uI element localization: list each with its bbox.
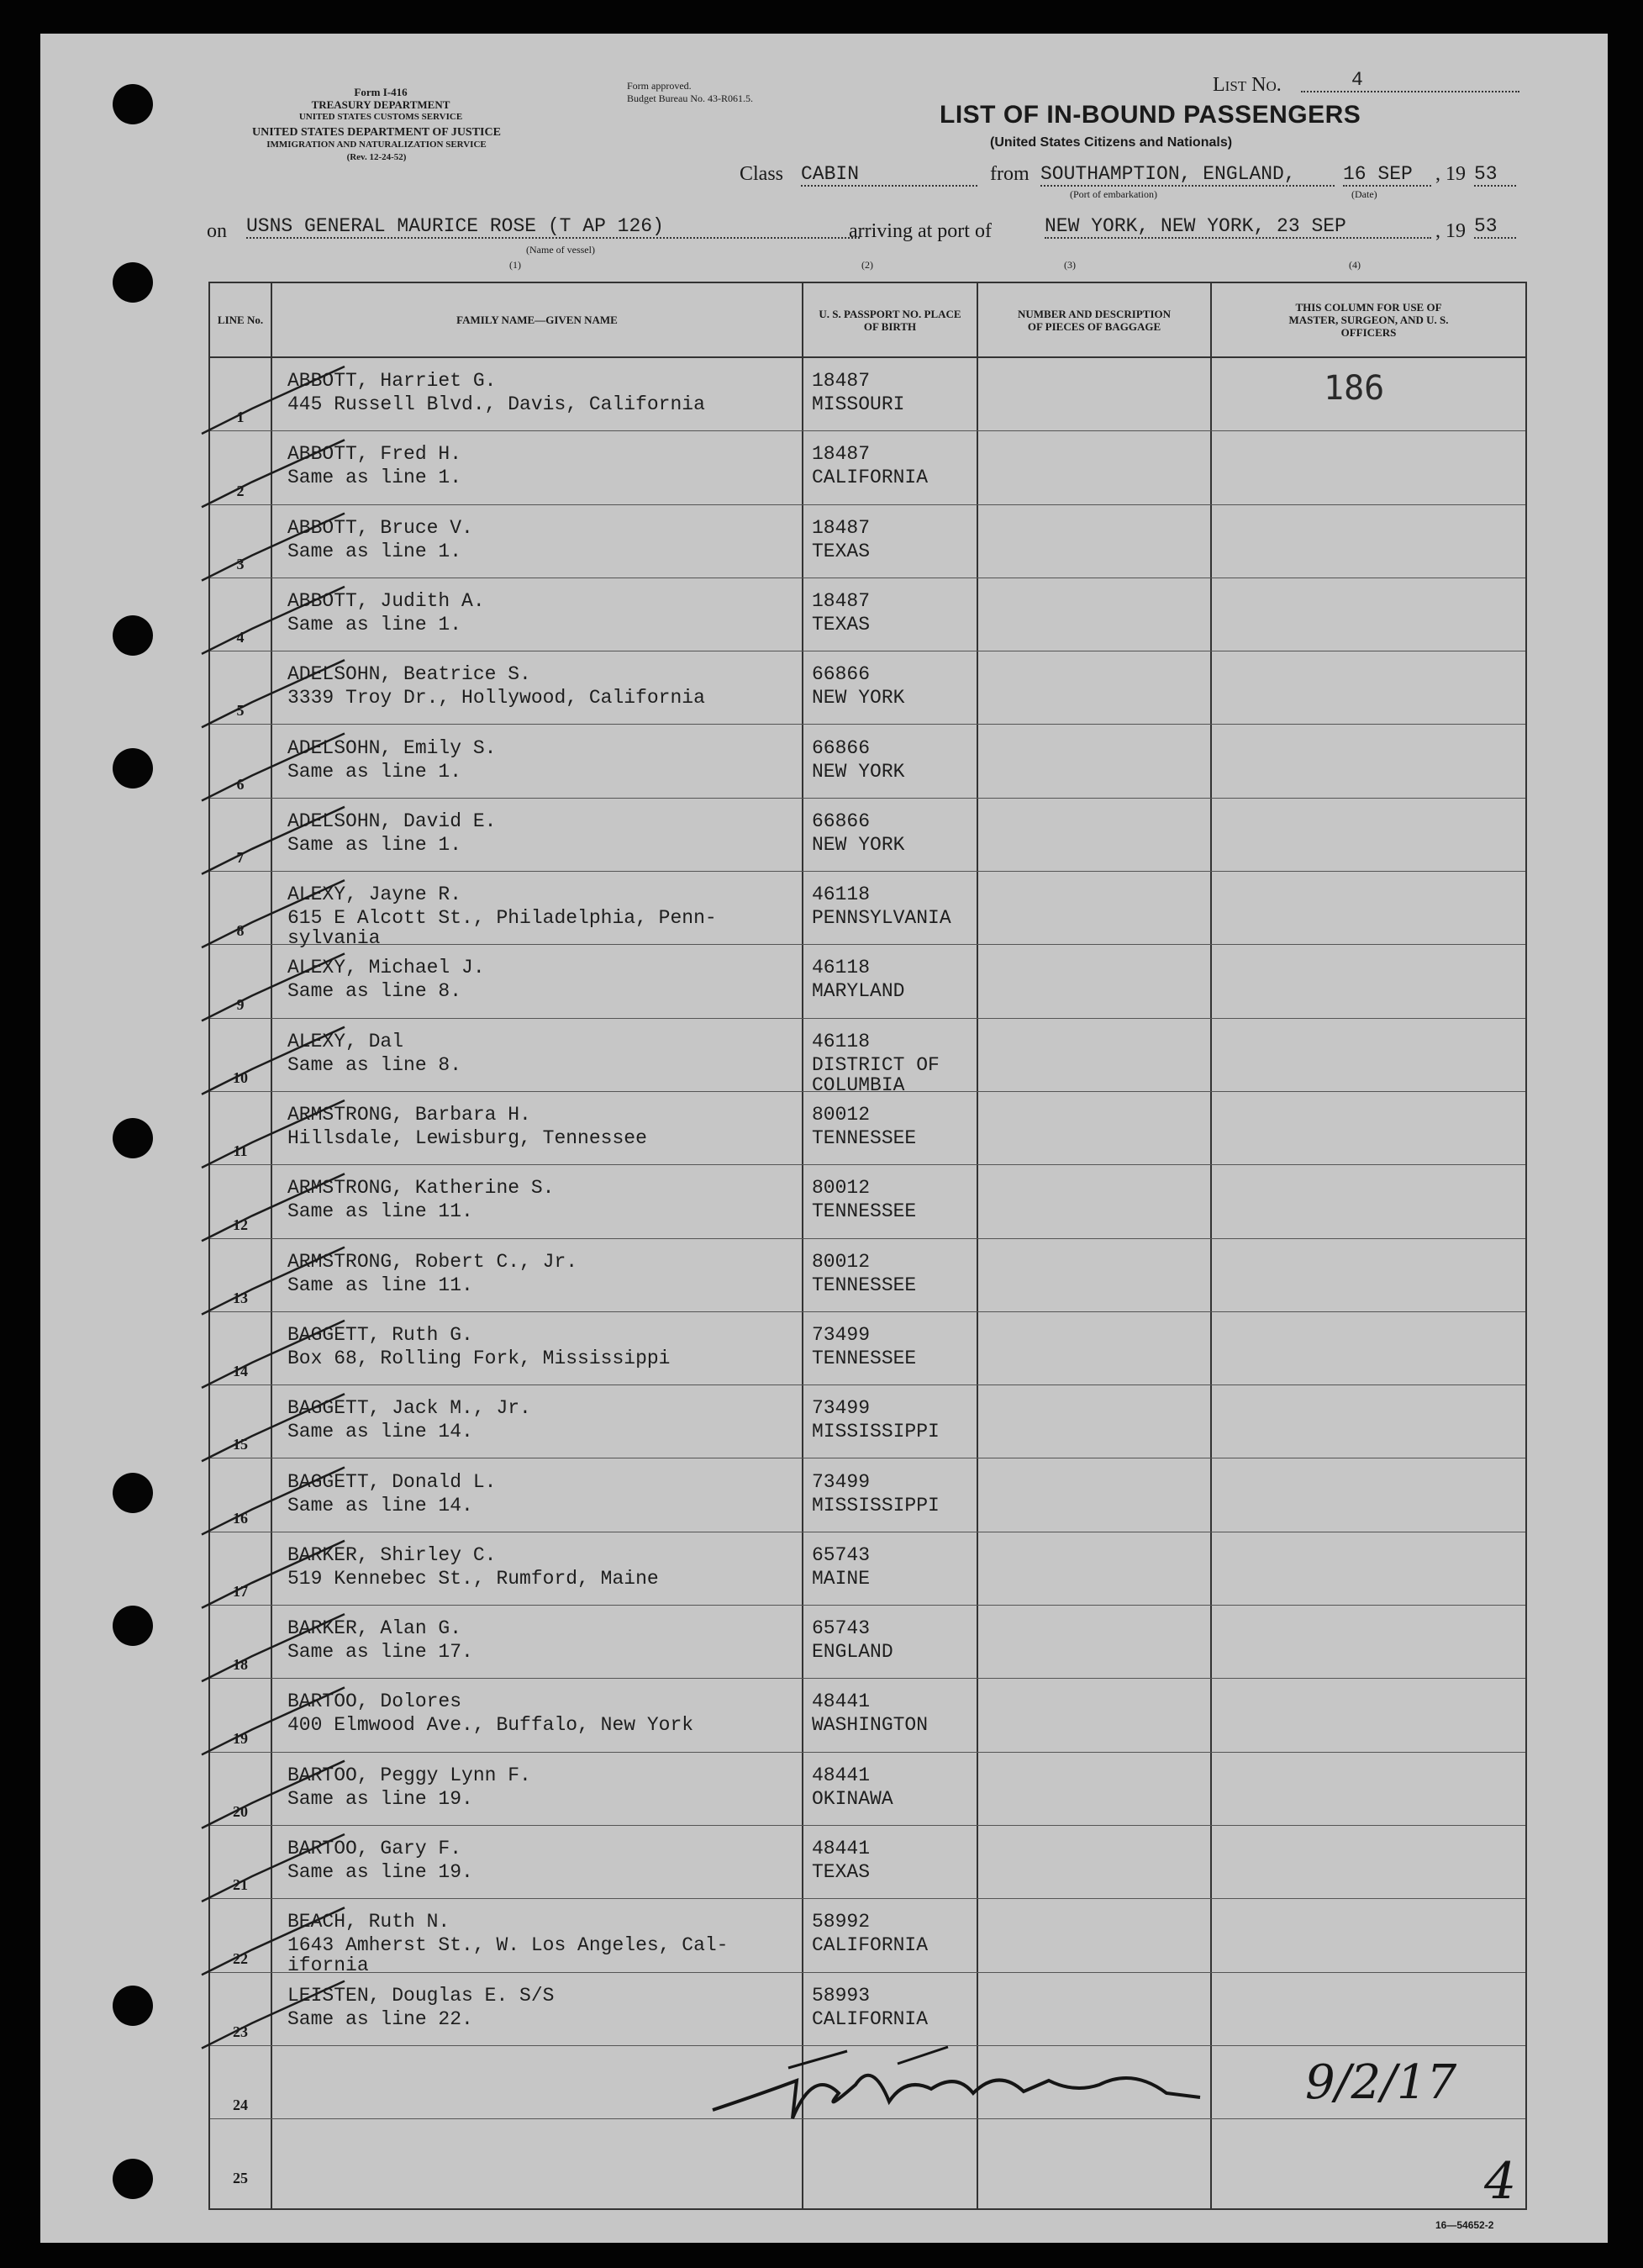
passenger-name: BAGGETT, Donald L. (287, 1470, 497, 1493)
passport-number: 66866 (812, 736, 871, 759)
passport-number: 18487 (812, 370, 871, 392)
passport-number: 73499 (812, 1397, 871, 1420)
line-number: 1 (236, 409, 245, 426)
signature-date: 9/2/17 (1305, 2055, 1457, 2110)
passenger-address: Same as line 14. (287, 1421, 473, 1443)
line-number: 18 (233, 1656, 248, 1674)
table-row (210, 1826, 1525, 1899)
passport-number: 80012 (812, 1177, 871, 1200)
col-header-name: FAMILY NAME—GIVEN NAME (456, 314, 618, 326)
table-row (210, 1019, 1525, 1096)
passenger-name: ABBOTT, Harriet G. (287, 370, 497, 392)
passenger-address-cont: sylvania (287, 927, 381, 950)
place-of-birth: NEW YORK (812, 687, 905, 709)
passenger-address: Same as line 22. (287, 2007, 473, 2030)
col-header-line: LINE No. (217, 314, 264, 326)
place-of-birth: TEXAS (812, 1861, 871, 1883)
passport-number: 48441 (812, 1838, 871, 1859)
class-label: Class (740, 163, 784, 185)
approval-block (627, 80, 753, 105)
passport-number: 58992 (812, 1911, 871, 1933)
passport-number: 80012 (812, 1104, 871, 1126)
officer-note: 186 (1324, 369, 1385, 408)
line-number: 5 (236, 702, 245, 720)
passport-number: 46118 (812, 1030, 871, 1052)
table-row (210, 1165, 1525, 1238)
place-of-birth: MISSISSIPPI (812, 1494, 940, 1516)
table-row (210, 651, 1525, 725)
place-of-birth: MAINE (812, 1567, 871, 1590)
col-header-officers: THIS COLUMN FOR USE OF MASTER, SURGEON, AND U. S. OFFICERS (1288, 301, 1449, 339)
passenger-address: Same as line 11. (287, 1200, 473, 1223)
footer-code: 16—54652-2 (1435, 2219, 1494, 2231)
table-row (210, 1679, 1525, 1752)
passenger-address: Same as line 1. (287, 540, 462, 562)
page-subtitle: (United States Citizens and Nationals) (990, 135, 1233, 150)
col3-number: (3) (1064, 259, 1076, 271)
passenger-address: Same as line 1. (287, 760, 462, 783)
punch-hole (113, 1118, 153, 1158)
punch-hole (113, 615, 153, 656)
on-label: on (207, 220, 227, 242)
date-caption: (Date) (1351, 188, 1377, 200)
customs-service: UNITED STATES CUSTOMS SERVICE (298, 112, 463, 122)
place-of-birth: TENNESSEE (812, 1200, 917, 1223)
place-of-birth: NEW YORK (812, 760, 905, 783)
passenger-address: Same as line 19. (287, 1861, 473, 1883)
line-number: 22 (233, 1949, 248, 1967)
table-row (210, 2119, 1525, 2192)
place-of-birth: MISSOURI (812, 393, 905, 415)
passport-number: 65743 (812, 1543, 871, 1566)
class-value: CABIN (801, 163, 977, 187)
col2-number: (2) (861, 259, 873, 271)
passenger-name: ALEXY, Dal (287, 1030, 404, 1052)
passenger-name: ABBOTT, Fred H. (287, 443, 462, 466)
passenger-name: BAGGETT, Jack M., Jr. (287, 1397, 531, 1420)
line-number: 10 (233, 1068, 248, 1086)
table-row (210, 1092, 1525, 1165)
passenger-address: 615 E Alcott St., Philadelphia, Penn- (287, 907, 717, 930)
form-number: Form I-416 (354, 86, 408, 98)
passenger-name: ADELSOHN, Emily S. (287, 736, 497, 759)
line-number: 6 (236, 775, 245, 793)
passport-number: 73499 (812, 1470, 871, 1493)
place-of-birth: TENNESSEE (812, 1127, 917, 1149)
arrival-year: 53 (1474, 215, 1516, 239)
line-number: 4 (236, 629, 245, 646)
vessel-caption: (Name of vessel) (526, 244, 595, 256)
table-row (210, 1385, 1525, 1458)
passenger-address: Same as line 1. (287, 613, 462, 636)
passport-number: 66866 (812, 663, 871, 686)
passenger-name: BARTOO, Dolores (287, 1690, 462, 1713)
passenger-name: ADELSOHN, Beatrice S. (287, 663, 531, 686)
line-number: 11 (233, 1142, 248, 1160)
passenger-name: BARTOO, Peggy Lynn F. (287, 1764, 531, 1786)
punch-hole (113, 748, 153, 789)
passport-number: 46118 (812, 957, 871, 979)
col-header-baggage: NUMBER AND DESCRIPTION OF PIECES OF BAGGAGE (1017, 307, 1172, 333)
table-row (210, 945, 1525, 1018)
table-row (210, 1606, 1525, 1679)
col1-number: (1) (509, 259, 521, 271)
passenger-name: ALEXY, Jayne R. (287, 883, 462, 906)
place-of-birth: TEXAS (812, 540, 871, 562)
table-row (210, 799, 1525, 872)
place-of-birth: TEXAS (812, 613, 871, 636)
from-port: SOUTHAMPTION, ENGLAND, (1040, 163, 1335, 187)
table-row (210, 1532, 1525, 1606)
passenger-address: Same as line 1. (287, 467, 462, 489)
vessel-name: USNS GENERAL MAURICE ROSE (T AP 126) (246, 215, 860, 239)
manifest-sheet (40, 34, 1608, 2243)
punch-hole (113, 1986, 153, 2026)
place-of-birth: TENNESSEE (812, 1347, 917, 1369)
place-of-birth: MISSISSIPPI (812, 1421, 940, 1443)
table-row (210, 431, 1525, 504)
line-number: 12 (233, 1216, 248, 1233)
justice-block (158, 126, 595, 164)
passport-number: 18487 (812, 443, 871, 466)
line-number: 7 (236, 849, 245, 867)
list-no-label: List No. (1213, 74, 1282, 96)
table-row (210, 1973, 1525, 2046)
passenger-address: Box 68, Rolling Fork, Mississippi (287, 1347, 671, 1369)
table-row (210, 1459, 1525, 1532)
line-number: 20 (233, 1802, 248, 1820)
passenger-address: Same as line 11. (287, 1274, 473, 1296)
passenger-name: ABBOTT, Judith A. (287, 589, 485, 612)
line-number: 13 (233, 1289, 248, 1306)
passport-number: 46118 (812, 883, 871, 906)
line-number: 15 (233, 1436, 248, 1453)
arrival-year-prefix: , 19 (1435, 220, 1466, 242)
punch-hole (113, 1473, 153, 1513)
punch-hole (113, 2159, 153, 2199)
table-row (210, 505, 1525, 578)
place-of-birth: DISTRICT OF (812, 1053, 940, 1076)
place-of-birth: PENNSYLVANIA (812, 907, 951, 930)
line-number: 23 (233, 2023, 248, 2040)
place-of-birth: WASHINGTON (812, 1714, 929, 1737)
table-row (210, 1753, 1525, 1826)
passenger-address: Same as line 17. (287, 1641, 473, 1664)
form-header-left (200, 86, 561, 124)
passenger-name: ALEXY, Michael J. (287, 957, 485, 979)
passport-number: 48441 (812, 1764, 871, 1786)
line-number: 21 (233, 1876, 248, 1894)
passport-number: 73499 (812, 1323, 871, 1346)
treasury-dept: TREASURY DEPARTMENT (311, 98, 450, 111)
from-label: from (990, 163, 1030, 185)
punch-hole (113, 84, 153, 124)
passport-number: 58993 (812, 1984, 871, 2007)
passport-number: 18487 (812, 516, 871, 539)
passenger-name: BARTOO, Gary F. (287, 1838, 462, 1859)
passenger-address-cont: ifornia (287, 1954, 369, 1977)
line-number: 16 (233, 1509, 248, 1527)
budget-bureau: Budget Bureau No. 43-R061.5. (627, 92, 753, 104)
passenger-name: BEACH, Ruth N. (287, 1911, 450, 1933)
passenger-name: ARMSTRONG, Katherine S. (287, 1177, 555, 1200)
passenger-address: Hillsdale, Lewisburg, Tennessee (287, 1127, 647, 1149)
passenger-name: ARMSTRONG, Robert C., Jr. (287, 1250, 578, 1273)
line-number: 14 (233, 1363, 248, 1380)
table-row (210, 725, 1525, 799)
col4-number: (4) (1349, 259, 1361, 271)
line-number: 2 (236, 482, 245, 499)
passport-number: 18487 (812, 589, 871, 612)
line-number: 25 (233, 2170, 248, 2187)
passenger-name: BARKER, Alan G. (287, 1617, 462, 1640)
place-of-birth: ENGLAND (812, 1641, 893, 1664)
line-number: 9 (236, 995, 245, 1013)
passenger-address: Same as line 8. (287, 1053, 462, 1076)
passenger-address: 3339 Troy Dr., Hollywood, California (287, 687, 705, 709)
passenger-table (208, 282, 1527, 2210)
arriving-label: arriving at port of (849, 220, 992, 242)
passport-number: 65743 (812, 1617, 871, 1640)
place-of-birth: NEW YORK (812, 833, 905, 856)
punch-hole (113, 1606, 153, 1646)
place-of-birth: CALIFORNIA (812, 467, 929, 489)
line-number: 19 (233, 1729, 248, 1747)
table-row (210, 1899, 1525, 1977)
place-of-birth: CALIFORNIA (812, 2007, 929, 2030)
punch-hole (113, 262, 153, 303)
list-number: 4 (1301, 69, 1519, 92)
passenger-name: ABBOTT, Bruce V. (287, 516, 473, 539)
place-of-birth: TENNESSEE (812, 1274, 917, 1296)
page-title: LIST OF IN-BOUND PASSENGERS (940, 101, 1361, 129)
page-mark: 4 (1484, 2152, 1517, 2211)
ins-service: IMMIGRATION AND NATURALIZATION SERVICE (266, 140, 487, 150)
place-of-birth: OKINAWA (812, 1787, 893, 1810)
passenger-name: BARKER, Shirley C. (287, 1543, 497, 1566)
passport-number: 48441 (812, 1690, 871, 1713)
line-number: 8 (236, 922, 245, 940)
from-date: 16 SEP (1343, 163, 1431, 187)
passenger-address: 519 Kennebec St., Rumford, Maine (287, 1567, 659, 1590)
revision: (Rev. 12-24-52) (346, 152, 407, 162)
line-number: 3 (236, 555, 245, 572)
passenger-name: LEISTEN, Douglas E. S/S (287, 1984, 555, 2007)
passenger-address: Same as line 1. (287, 833, 462, 856)
passenger-address: Same as line 14. (287, 1494, 473, 1516)
passenger-name: BAGGETT, Ruth G. (287, 1323, 473, 1346)
passenger-address: 1643 Amherst St., W. Los Angeles, Cal- (287, 1934, 729, 1957)
passenger-address: 400 Elmwood Ave., Buffalo, New York (287, 1714, 694, 1737)
justice-dept: UNITED STATES DEPARTMENT OF JUSTICE (252, 126, 501, 139)
line-number: 24 (233, 2097, 248, 2114)
arrival-port: NEW YORK, NEW YORK, 23 SEP (1045, 215, 1431, 239)
form-approved: Form approved. (627, 80, 692, 92)
from-year: 53 (1474, 163, 1516, 187)
place-of-birth: CALIFORNIA (812, 1934, 929, 1957)
place-of-birth-cont: COLUMBIA (812, 1073, 905, 1096)
port-caption: (Port of embarkation) (1070, 188, 1157, 200)
passenger-address: Same as line 19. (287, 1787, 473, 1810)
passenger-address: 445 Russell Blvd., Davis, California (287, 393, 705, 415)
table-row (210, 1239, 1525, 1312)
passenger-address: Same as line 8. (287, 980, 462, 1003)
col-header-passport: U. S. PASSPORT NO. PLACE OF BIRTH (819, 307, 961, 333)
table-row (210, 872, 1525, 950)
passport-number: 66866 (812, 810, 871, 832)
table-row (210, 578, 1525, 651)
table-row (210, 1312, 1525, 1385)
passenger-name: ADELSOHN, David E. (287, 810, 497, 832)
line-number: 17 (233, 1583, 248, 1601)
passport-number: 80012 (812, 1250, 871, 1273)
place-of-birth: MARYLAND (812, 980, 905, 1003)
passenger-name: ARMSTRONG, Barbara H. (287, 1104, 531, 1126)
from-year-prefix: , 19 (1435, 163, 1466, 185)
